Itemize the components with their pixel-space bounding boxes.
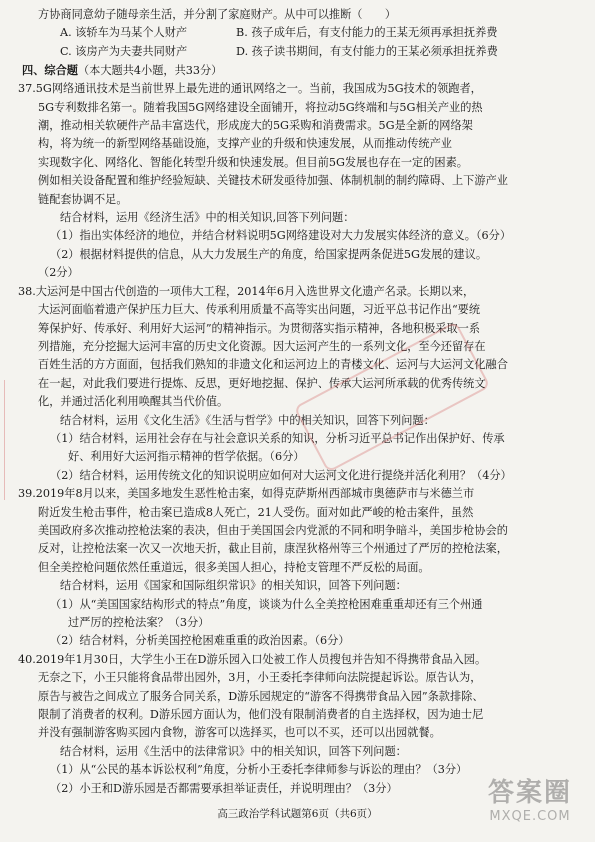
q37-material-line-4: 实现数字化、网络化、智能化转型升级和快速发展。但目前5G发展也存在一定的困素。 [38, 155, 468, 169]
q40-sub-question-1: （1）从“公民的基本诉讼权利”角度，分析小王委托李律师参与诉讼的理由？（3分） [50, 763, 468, 777]
q36-option-b: B. 孩子成年后，有支付能力的王某无须再承担抚养费 [236, 26, 498, 40]
q36-stem-tail: 方协商同意幼子随母亲生活，并分割了家庭财产。从中可以推断（ ） [38, 8, 397, 21]
watermark-logo [470, 772, 590, 838]
section-title: 四、综合题 [22, 63, 78, 78]
q36-option-a: A. 该轿车为马某个人财产 [60, 26, 188, 40]
q39-sub-question-1: （1）从“美国国家结构形式的特点”角度，谈谈为什么全美控枪困难重重却还有三个州通 [50, 597, 483, 611]
q38-material-line-6: 化，并通过活化利用唤醒其当代价值。 [38, 395, 229, 409]
q40-prompt: 结合材料，运用《生活中的法律常识》中的相关知识，回答下列问题： [60, 744, 407, 758]
q37-material-line-6: 链配套协调不足。 [38, 192, 128, 206]
q39-material-line-4: 但全美控枪问题依然任重道远，很多美国人担心，持枪支管理不严反松的局面。 [38, 560, 430, 574]
q38-material-line-5: 在一起，对此我们要进行提炼、反思，更好地挖掘、保护、传承大运河所承载的优秀传统文 [38, 376, 486, 390]
q40-material-line-0 [18, 651, 565, 669]
q37-material-line-5: 例如相关设备配置和维护经验短缺、关键技术研发亟待加强、体制机制的制约障碍、上下游产业 [38, 174, 508, 188]
q38-number: 38. [18, 284, 36, 298]
q36-option-d: D. 孩子读书期间，有支付能力的王某必须承担抚养费 [236, 44, 498, 58]
q38-material-line-0 [18, 283, 565, 301]
q38-text-0: 大运河是中国古代创造的一项伟大工程，2014年6月入选世界文化遗产名录。长期以来， [35, 284, 475, 298]
q39-number: 39. [18, 487, 36, 501]
q40-material-line-1: 无奈之下，小王只能将食品带出园外，3月，小王委托李律师向法院提起诉讼。原告认为， [38, 671, 482, 685]
q39-prompt: 结合材料，运用《国家和国际组织常识》的相关知识，回答下列问题： [60, 579, 407, 593]
section-note: （本大题共4小题，共33分） [77, 64, 223, 78]
q36-options-row2 [38, 43, 565, 61]
page-footer: 高三政治学科试题第6页（共6页） [217, 808, 378, 820]
q39-material-line-2: 美国政府多次推动控枪法案的表决，但由于美国国会内党派的不同和明争暗斗，美国步枪协会的 [38, 523, 508, 537]
q38-sub-question-1-cont: 好、利用好大运河指示精神的哲学依据。（6分） [68, 450, 305, 464]
q38-material-line-2: 筹保护好、传承好、利用好大运河”的精神指示。为贯彻落实指示精神，各地积极采取一系 [38, 321, 481, 335]
q39-text-0: 2019年8月以来，美国多地发生恶性枪击案，如得克萨斯州西部城市奥德萨市与米德兰市 [35, 487, 475, 501]
q40-material-line-2: 原告与被告之间成立了服务合同关系，D游乐园规定的“游客不得携带食品入园”条款排除、 [38, 689, 484, 703]
q38-material-line-1: 大运河面临着遗产保护压力巨大、传承利用质量不高等实出问题，习近平总书记作出“要统 [38, 303, 481, 317]
q39-material-line-0 [18, 485, 565, 503]
q40-text-0: 2019年1月30日，大学生小王在D游乐园入口处被工作人员搜包并告知不得携带食品入园。 [35, 652, 487, 666]
q36-option-c: C. 该房产为夫妻共同财产 [60, 44, 188, 58]
watermark-top-text: 答案圈 [487, 778, 572, 808]
q37-number: 37. [18, 82, 36, 96]
q37-prompt: 结合材料，运用《经济生活》中的相关知识,回答下列问题： [60, 211, 355, 225]
q40-sub-question-2: （2）小王和D游乐园是否都需要承担举证责任，并说明理由？（3分） [50, 781, 398, 795]
q37-material-line-1: 5G专利数排名第一。随着我国5G网络建设全面铺开，将拉动5G终端和与5G相关产业的热 [38, 100, 483, 114]
q38-material-line-3: 列措施，充分挖掘大运河丰富的历史文化资源。因大运河产生的一系列文化，至今还留存在 [38, 339, 486, 353]
q38-material-line-4: 百姓生活的方方面面，包括我们熟知的非遗文化和运河边上的青楼文化、运河与大运河文化融合 [38, 358, 508, 372]
q40-material-line-3: 限制了消费者的权利。D游乐园方面认为，他们没有限制消费者的自主选择权，因为迪士尼 [38, 708, 484, 722]
q37-text-0: 5G网络通讯技术是当前世界上最先进的通讯网络之一。当前，我国成为5G技术的领跑者， [35, 82, 482, 96]
q37-sub-question-2: （2）根据材料提供的信息，从大力发展生产的角度，给国家提两条促进5G发展的建议。 [50, 247, 488, 261]
q40-material-line-4: 并没有强制游客购买园内食物，游客可以选择买，也可以不买，还可以出园就餐。 [38, 726, 441, 740]
watermark-bottom-text: MXQE.COM [489, 809, 571, 824]
q37-sub-question-2-score: （2分） [38, 266, 79, 280]
q38-sub-question-1: （1）结合材料，运用社会存在与社会意识关系的知识，分析习近平总书记作出保护好、传承 [50, 431, 505, 445]
q36-options-row1 [38, 24, 565, 42]
margin-mark [4, 380, 15, 500]
q37-material-line-0 [18, 80, 565, 98]
q37-material-line-2: 潮，推动相关软硬件产品丰富迭代，形成庞大的5G采购和消费需求。5G是全新的网络架 [38, 119, 473, 133]
q37-sub-question-1: （1）指出实体经济的地位，并结合材料说明5G网络建设对大力发展实体经济的意义。（6分） [50, 229, 512, 243]
q39-material-line-3: 反对，让控枪法案一次又一次地天折，截止目前，康涅狄格州等三个州通过了严厉的控枪法案， [38, 542, 508, 556]
q37-material-line-3: 构，将为统一的新型网络基础设施，支撑产业的升级和快速发展，从而推动传统产业 [38, 137, 452, 151]
q40-number: 40. [18, 652, 36, 666]
section-heading [22, 61, 565, 80]
q39-sub-question-1-cont: 过严厉的控枪法案？（3分） [68, 616, 210, 629]
q39-sub-question-2: （2）结合材料，分析美国控枪困难重重的政治因素。（6分） [50, 634, 350, 648]
q38-sub-question-2: （2）结合材料，运用传统文化的知识说明应如何对大运河文化进行提绕并活化利用？（4分） [50, 468, 512, 482]
q38-prompt: 结合材料，运用《文化生活》《生活与哲学》中的相关知识，回答下列问题： [60, 413, 435, 427]
q39-material-line-1: 附近发生枪击事件，枪击案已造成8人死亡，21人受伤。面对如此严峻的枪击案件，虽然 [38, 505, 474, 519]
